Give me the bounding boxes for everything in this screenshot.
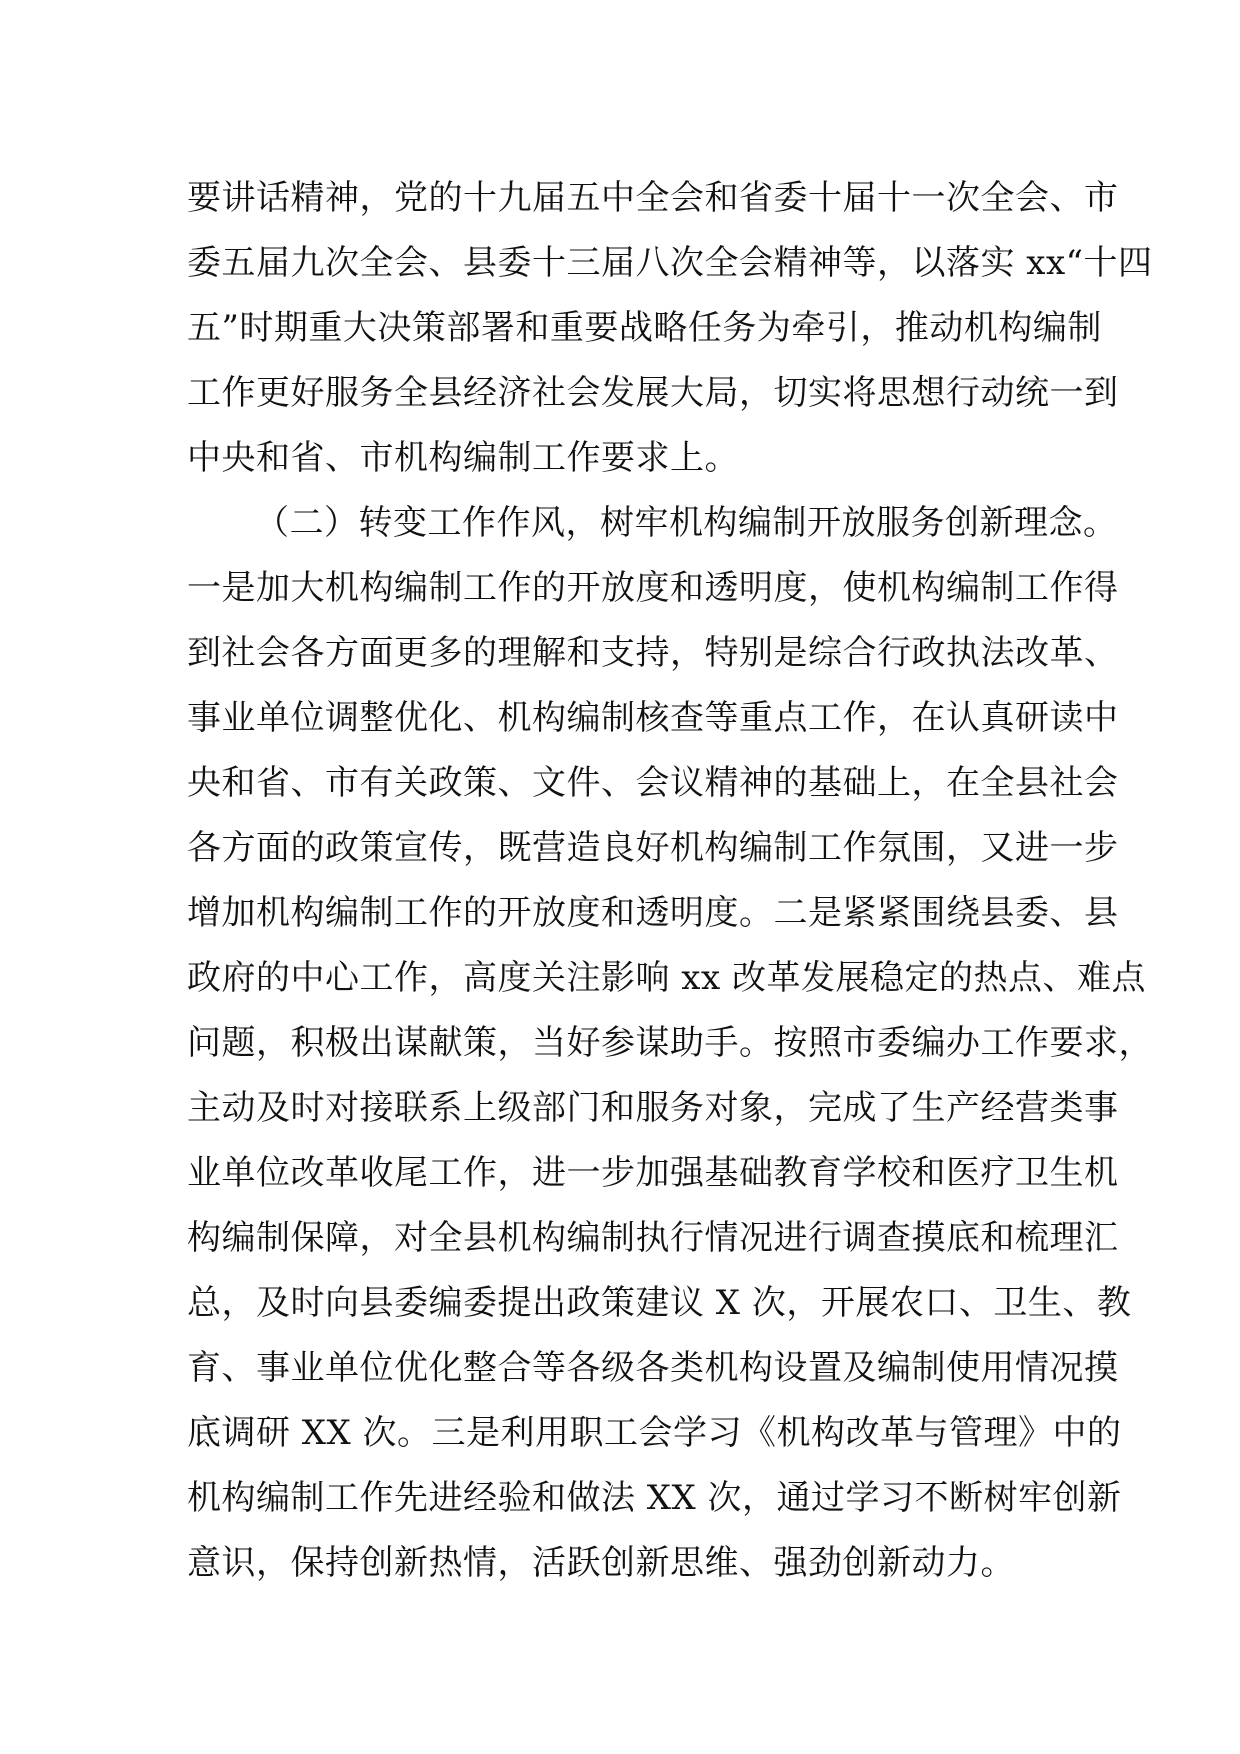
text-line: 主动及时对接联系上级部门和服务对象，完成了生产经营类事 (187, 1088, 1119, 1128)
document-body (187, 166, 1153, 1596)
text-line: 委五届九次全会、县委十三届八次全会精神等，以落实 xx“十四 (187, 243, 1153, 283)
text-line: 到社会各方面更多的理解和支持，特别是综合行政执法改革、 (187, 633, 1119, 673)
text-line: 事业单位调整优化、机构编制核查等重点工作，在认真研读中 (187, 698, 1119, 738)
text-line: 增加机构编制工作的开放度和透明度。二是紧紧围绕县委、县 (187, 893, 1119, 933)
text-line: 问题，积极出谋献策，当好参谋助手。按照市委编办工作要求， (187, 1023, 1153, 1063)
text-line: 底调研 XX 次。三是利用职工会学习《机构改革与管理》中的 (187, 1413, 1122, 1453)
text-line: 要讲话精神，党的十九届五中全会和省委十届十一次全会、市 (187, 178, 1119, 218)
text-line: 业单位改革收尾工作，进一步加强基础教育学校和医疗卫生机 (187, 1153, 1119, 1193)
text-line: 育、事业单位优化整合等各级各类机构设置及编制使用情况摸 (187, 1348, 1119, 1388)
text-line: 意识，保持创新热情，活跃创新思维、强劲创新动力。 (187, 1543, 1015, 1583)
text-line: 一是加大机构编制工作的开放度和透明度，使机构编制工作得 (187, 568, 1119, 608)
text-line: 机构编制工作先进经验和做法 XX 次，通过学习不断树牢创新 (187, 1478, 1122, 1518)
text-line: 五”时期重大决策部署和重要战略任务为牵引，推动机构编制 (187, 308, 1102, 348)
text-line: 总，及时向县委编委提出政策建议 X 次，开展农口、卫生、教 (187, 1283, 1132, 1323)
section-heading: （二）转变工作作风，树牢机构编制开放服务创新理念。 (255, 503, 1118, 543)
text-line: 各方面的政策宣传，既营造良好机构编制工作氛围，又进一步 (187, 828, 1119, 868)
text-line: 工作更好服务全县经济社会发展大局，切实将思想行动统一到 (187, 373, 1119, 413)
text-line: 央和省、市有关政策、文件、会议精神的基础上，在全县社会 (187, 763, 1119, 803)
text-line: 中央和省、市机构编制工作要求上。 (187, 438, 739, 478)
text-line: 政府的中心工作，高度关注影响 xx 改革发展稳定的热点、难点 (187, 958, 1146, 998)
text-line: 构编制保障，对全县机构编制执行情况进行调查摸底和梳理汇 (187, 1218, 1119, 1258)
